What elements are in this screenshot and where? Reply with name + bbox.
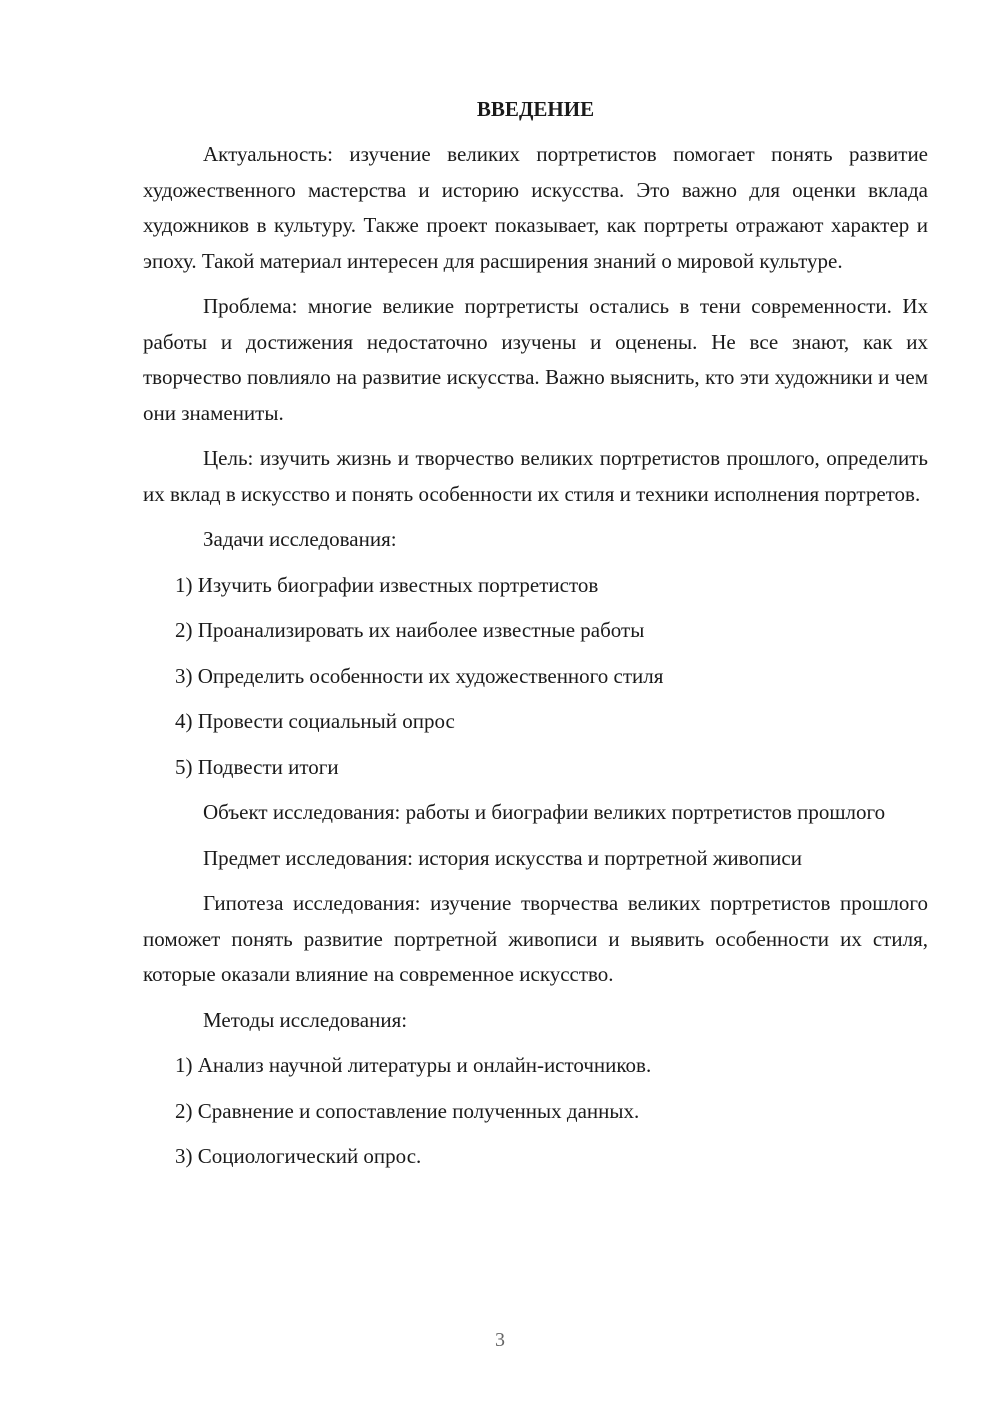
list-item: 5) Подвести итоги — [175, 754, 339, 779]
subject-paragraph: Предмет исследования: история искусства и портретной живописи — [203, 845, 802, 870]
relevance-paragraph: Актуальность: изучение великих портретистов помогает понять развитие художественного мастерства и историю искусства. Это важно для оценки вклада художников в культуру. Также проект показывает, как портреты отражают характер и эпоху. Такой материал интересен для расширения знаний о мировой культуре. — [143, 142, 928, 273]
tasks-list — [143, 568, 928, 786]
list-item: 2) Сравнение и сопоставление полученных данных. — [175, 1098, 640, 1123]
list-item: 3) Определить особенности их художественного стиля — [175, 663, 664, 688]
goal-paragraph: Цель: изучить жизнь и творчество великих портретистов прошлого, определить их вклад в искусство и понять особенности их стиля и техники исполнения портретов. — [143, 446, 928, 506]
object-paragraph: Объект исследования: работы и биографии великих портретистов прошлого — [203, 800, 886, 824]
tasks-label: Задачи исследования: — [203, 527, 397, 551]
list-item: 3) Социологический опрос. — [175, 1144, 422, 1168]
document-page — [143, 92, 928, 1175]
problem-paragraph: Проблема: многие великие портретисты остались в тени современности. Их работы и достижения недостаточно изучены и оценены. Не все знают, как их творчество повлияло на развитие искусства. Важно выяснить, кто эти художники и чем они знамениты. — [143, 294, 928, 425]
page-title: ВВЕДЕНИЕ — [476, 97, 595, 121]
hypothesis-paragraph: Гипотеза исследования: изучение творчества великих портретистов прошлого поможет понять развитие портретной живописи и выявить особенности их стиля, которые оказали влияние на современное искусство. — [143, 891, 928, 986]
methods-label: Методы исследования: — [203, 1007, 408, 1032]
methods-list — [143, 1048, 928, 1175]
page-number: 3 — [495, 1329, 505, 1351]
list-item: 4) Провести социальный опрос — [175, 709, 455, 733]
list-item: 2) Проанализировать их наиболее известные работы — [175, 618, 645, 642]
list-item: 1) Изучить биографии известных портретистов — [175, 572, 599, 597]
list-item: 1) Анализ научной литературы и онлайн-источников. — [175, 1053, 652, 1077]
